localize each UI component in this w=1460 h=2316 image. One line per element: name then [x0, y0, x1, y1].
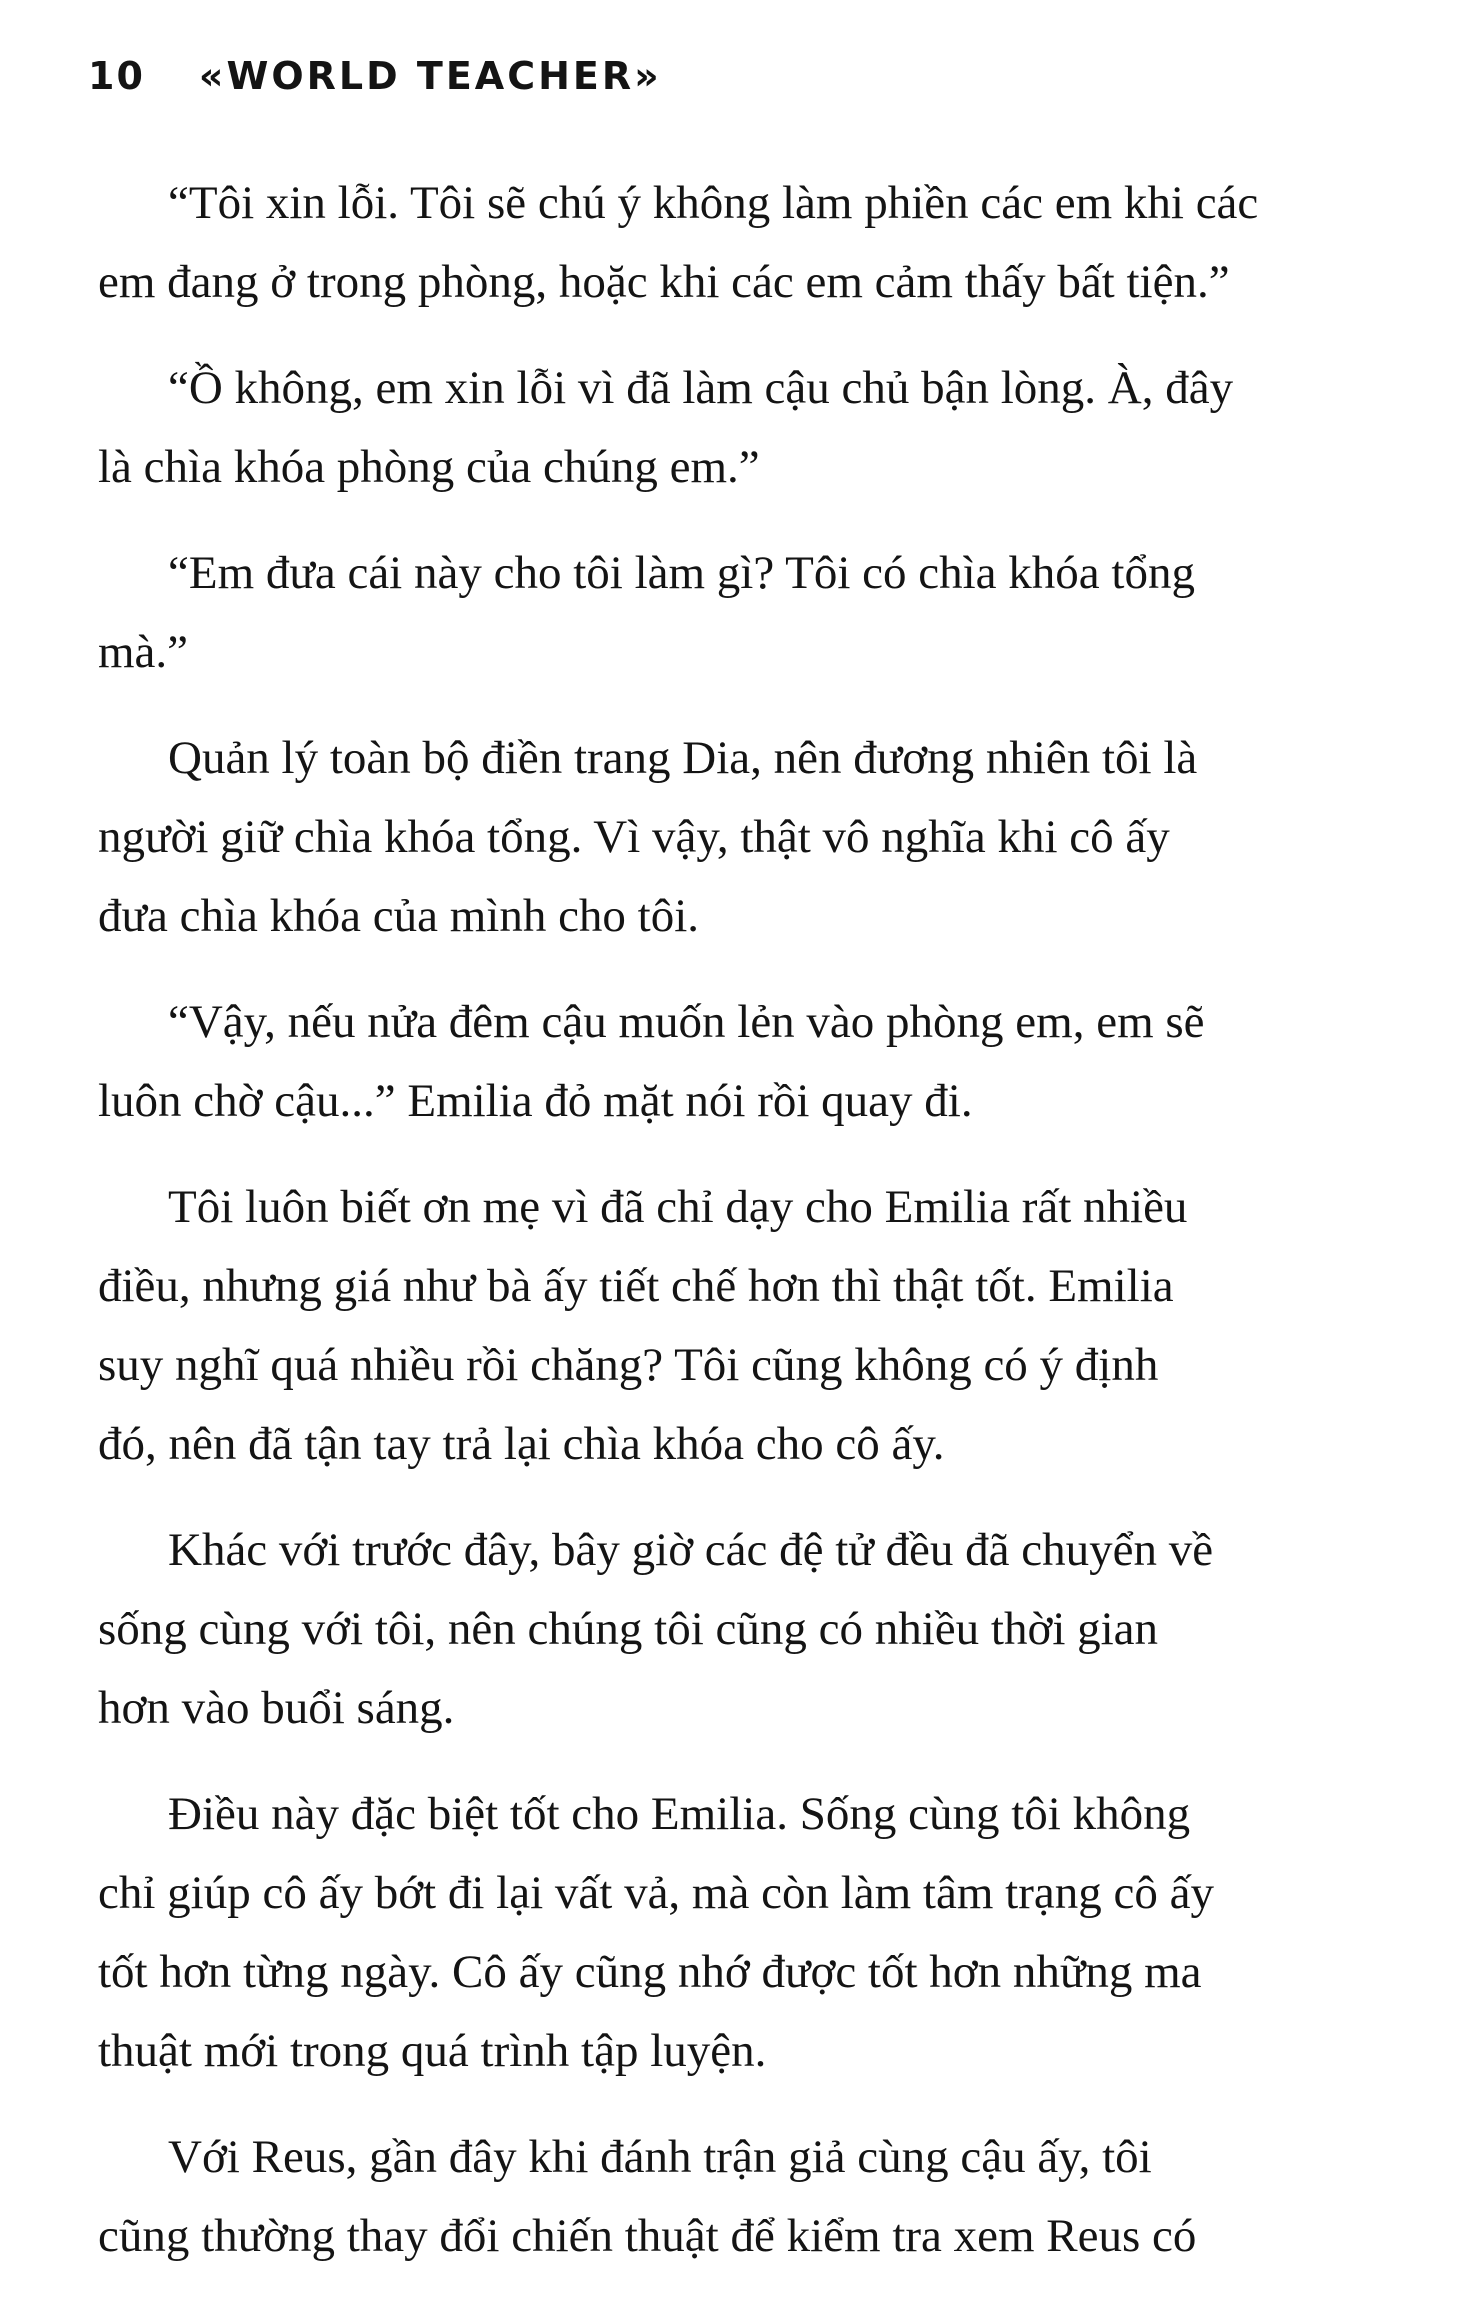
running-title: «WORLD TEACHER»: [198, 54, 662, 98]
paragraph: “Vậy, nếu nửa đêm cậu muốn lẻn vào phòng em, em sẽ luôn chờ cậu...” Emilia đỏ mặt nói rồi quay đi.: [98, 996, 1205, 1127]
paragraph: “Ồ không, em xin lỗi vì đã làm cậu chủ bận lòng. À, đây là chìa khóa phòng của chúng em.”: [98, 362, 1234, 493]
paragraph: “Em đưa cái này cho tôi làm gì? Tôi có chìa khóa tổng mà.”: [98, 547, 1195, 678]
page-header: [88, 46, 1400, 106]
paragraph: Điều này đặc biệt tốt cho Emilia. Sống cùng tôi không chỉ giúp cô ấy bớt đi lại vất vả, mà còn làm tâm trạng cô ấy tốt hơn từng ngày. Cô ấy cũng nhớ được tốt hơn những ma thuật mới trong quá trình tập luyện.: [98, 1788, 1214, 2077]
paragraph: Khác với trước đây, bây giờ các đệ tử đều đã chuyển về sống cùng với tôi, nên chúng tôi cũng có nhiều thời gian hơn vào buổi sáng.: [98, 1524, 1214, 1734]
paragraph: Quản lý toàn bộ điền trang Dia, nên đương nhiên tôi là người giữ chìa khóa tổng. Vì vậy, thật vô nghĩa khi cô ấy đưa chìa khóa của mình cho tôi.: [98, 732, 1198, 942]
paragraph: “Tôi xin lỗi. Tôi sẽ chú ý không làm phiền các em khi các em đang ở trong phòng, hoặc khi các em cảm thấy bất tiện.”: [98, 177, 1259, 308]
paragraph: Với Reus, gần đây khi đánh trận giả cùng cậu ấy, tôi cũng thường thay đổi chiến thuật để kiểm tra xem Reus có: [98, 2131, 1197, 2262]
body-text: [98, 164, 1418, 2276]
paragraph: Tôi luôn biết ơn mẹ vì đã chỉ dạy cho Emilia rất nhiều điều, nhưng giá như bà ấy tiết chế hơn thì thật tốt. Emilia suy nghĩ quá nhiều rồi chăng? Tôi cũng không có ý định đó, nên đã tận tay trả lại chìa khóa cho cô ấy.: [98, 1181, 1188, 1470]
page-number: 10: [88, 54, 145, 98]
